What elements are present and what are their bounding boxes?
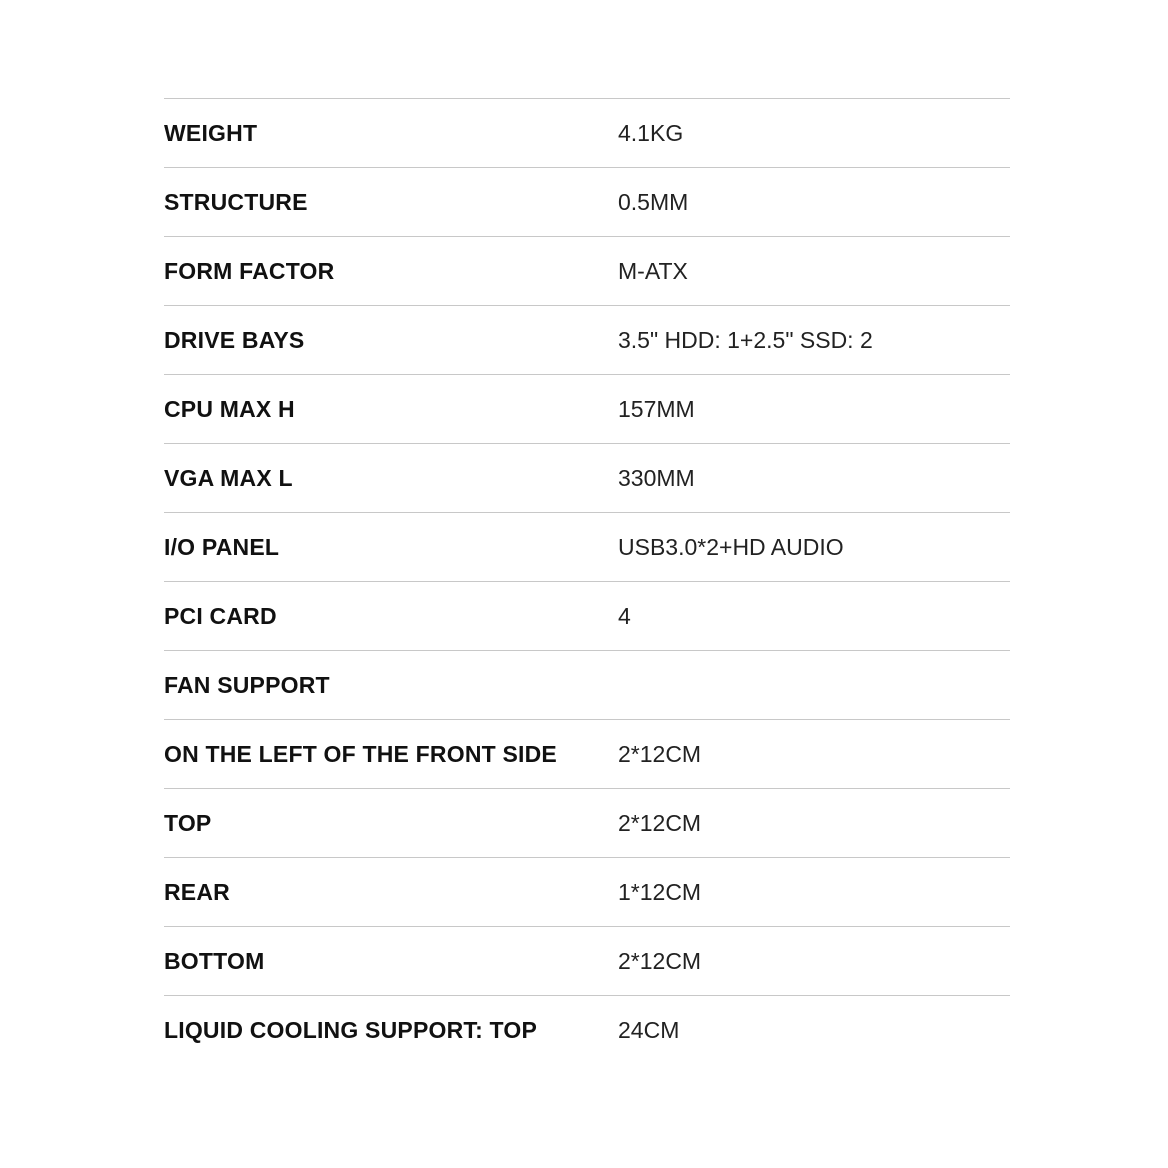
spec-value: 0.5MM <box>618 188 689 215</box>
spec-label: DRIVE BAYS <box>164 326 305 353</box>
spec-label: ON THE LEFT OF THE FRONT SIDE <box>164 740 557 767</box>
spec-row-drive-bays <box>164 306 1010 375</box>
spec-row-front-left <box>164 720 1010 789</box>
spec-value: 4 <box>618 602 631 629</box>
spec-value: 157MM <box>618 395 695 422</box>
spec-row-form-factor <box>164 237 1010 306</box>
spec-row-bottom <box>164 927 1010 996</box>
spec-label: CPU MAX H <box>164 395 295 422</box>
spec-label: FORM FACTOR <box>164 257 335 284</box>
spec-value: 2*12CM <box>618 740 702 767</box>
spec-value: M-ATX <box>618 257 688 284</box>
spec-label: LIQUID COOLING SUPPORT: TOP <box>164 1016 537 1043</box>
spec-row-rear <box>164 858 1010 927</box>
spec-value: USB3.0*2+HD AUDIO <box>618 533 844 560</box>
spec-value: 1*12CM <box>618 878 702 905</box>
spec-label: PCI CARD <box>164 602 277 629</box>
spec-row-pci-card <box>164 582 1010 651</box>
spec-value: 2*12CM <box>618 947 702 974</box>
spec-label: VGA MAX L <box>164 464 293 491</box>
spec-value: 24CM <box>618 1016 680 1043</box>
spec-row-io-panel <box>164 513 1010 582</box>
spec-row-structure <box>164 168 1010 237</box>
spec-table <box>164 98 1010 1064</box>
spec-label: BOTTOM <box>164 947 265 974</box>
spec-row-liquid-cooling <box>164 996 1010 1064</box>
spec-row-cpu-max-h <box>164 375 1010 444</box>
spec-value: 3.5" HDD: 1+2.5" SSD: 2 <box>618 326 873 353</box>
spec-row-weight <box>164 99 1010 168</box>
spec-row-vga-max-l <box>164 444 1010 513</box>
spec-label: STRUCTURE <box>164 188 308 215</box>
spec-value: 4.1KG <box>618 119 684 146</box>
spec-row-top <box>164 789 1010 858</box>
spec-label: REAR <box>164 878 230 905</box>
spec-row-fan-support <box>164 651 1010 720</box>
spec-label: I/O PANEL <box>164 533 280 560</box>
spec-label: FAN SUPPORT <box>164 671 330 698</box>
spec-label: WEIGHT <box>164 119 258 146</box>
spec-label: TOP <box>164 809 212 836</box>
spec-value: 330MM <box>618 464 695 491</box>
spec-value: 2*12CM <box>618 809 702 836</box>
